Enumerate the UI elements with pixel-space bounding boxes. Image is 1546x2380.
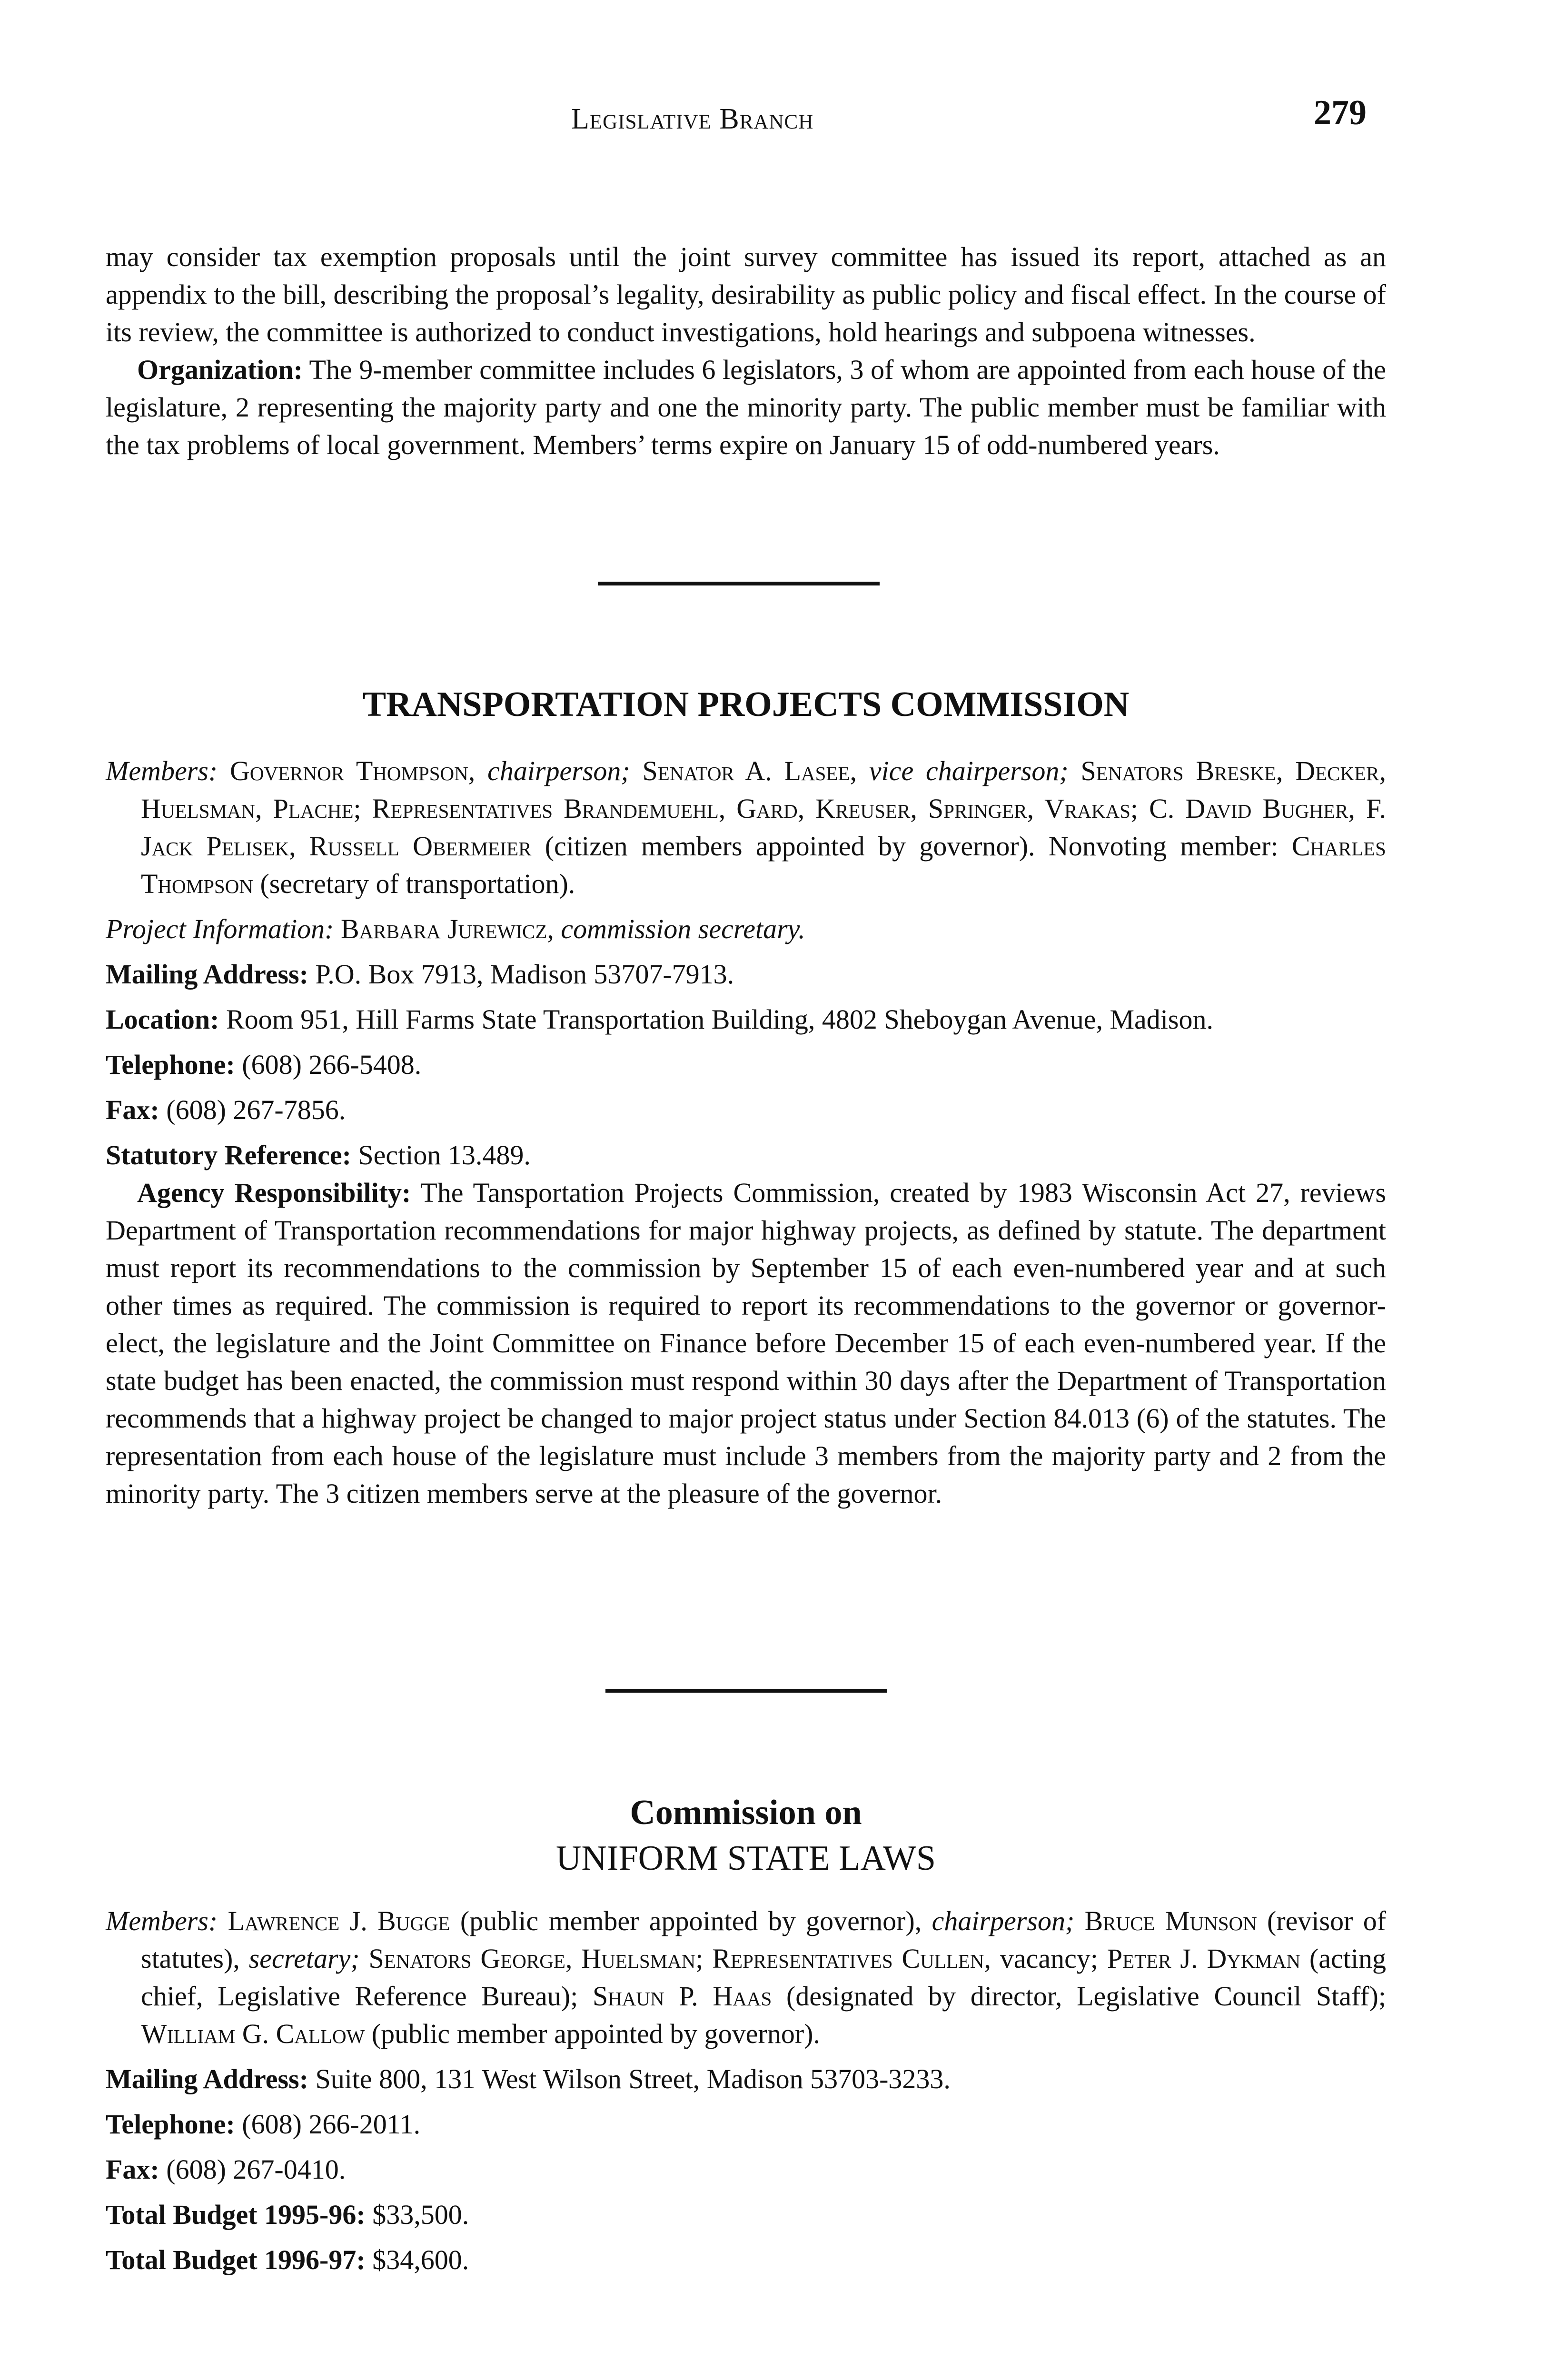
usl-section [106,1902,1386,2286]
tpc-mailing-value: P.O. Box 7913, Madison 53707-7913. [308,959,734,990]
tpc-telephone-label: Telephone: [106,1049,235,1080]
tpc-chair-role: chairperson; [487,755,630,786]
intro-paragraph: may consider tax exemption proposals until the joint survey committee has issued its report, attached as an appendix to the bill, describing the proposal’s legality, desirability as public policy and fiscal effect. In the course of its review, the committee is authorized to conduct investigations, hold hearings and subpoena witnesses. [106,241,1386,347]
usl-members [106,1902,1386,2053]
tpc-telephone [106,1046,1386,1083]
usl-budget-1995 [106,2196,1386,2233]
tpc-citizen-note: (citizen members appointed by governor). Nonvoting member: [531,831,1292,862]
usl-budget2-label: Total Budget 1996-97: [106,2244,366,2275]
intro-section [106,238,1386,464]
tpc-project-name: Barbara Jurewicz, [341,913,554,944]
usl-telephone-label: Telephone: [106,2109,235,2140]
usl-chair-role: chairperson; [932,1905,1075,1936]
tpc-member-names: Senators Breske, Decker, Huelsman, Plache; Representatives Brandemuehl, Gard, Kreuser, Springer, Vrakas; C. David Bugher, F. Jack Pelisek, Russell Obermeier [141,755,1386,862]
tpc-location [106,1001,1386,1038]
tpc-fax [106,1091,1386,1129]
usl-mailing-address [106,2060,1386,2098]
usl-title-line2: UNIFORM STATE LAWS [555,1839,936,1878]
usl-telephone-value: (608) 266-2011. [235,2109,421,2140]
usl-fax [106,2151,1386,2188]
usl-budget2-value: $34,600. [365,2244,469,2275]
tpc-fax-value: (608) 267-7856. [159,1094,346,1125]
tpc-agency-responsibility [106,1174,1386,1512]
usl-secretary-note: (revisor of statutes), [141,1905,1387,1974]
usl-dykman: Peter J. Dykman [1107,1943,1301,1974]
usl-vacancy: vacancy; [991,1943,1107,1974]
organization-text: The 9-member committee includes 6 legislators, 3 of whom are appointed from each house of the legislature, 2 representing the majority party and one the minority party. The public member must be familiar with the tax problems of local government. Members’ terms expire on January 15 of odd-numbered years. [106,354,1386,460]
page-number: 279 [1314,93,1367,132]
usl-chair-name: Lawrence J. Bugge [228,1905,450,1936]
section-divider-1 [598,582,880,585]
tpc-title: TRANSPORTATION PROJECTS COMMISSION [362,685,1130,724]
usl-fax-label: Fax: [106,2154,159,2185]
tpc-governor: Governor Thompson, [229,755,476,786]
tpc-agency-text: The Tansportation Projects Commission, created by 1983 Wisconsin Act 27, reviews Department of Transportation recommendations for major highway projects, as defined by statute. The department must report its recommendations to the commission by September 15 of each even-numbered year and at such other times as required. The commission is required to report its recommendations to the governor or governor-elect, the legislature and the Joint Committee on Finance before December 15 of each even-numbered year. If the state budget has been enacted, the commission must respond within 30 days after the Department of Transportation recommends that a highway project be changed to major project status under Section 84.013 (6) of the statutes. The representation from each house of the legislature must include 3 members from the majority party and 2 from the minority party. The 3 citizen members serve at the pleasure of the governor. [106,1177,1386,1509]
tpc-project-role: commission secretary. [561,913,805,944]
tpc-mailing-label: Mailing Address: [106,959,308,990]
usl-budget1-value: $33,500. [365,2199,469,2230]
tpc-members [106,752,1386,902]
tpc-statutory-label: Statutory Reference: [106,1140,351,1170]
usl-haas: Shaun P. Haas [592,1981,772,2012]
tpc-members-label: Members: [106,755,218,786]
tpc-agency-label: Agency Responsibility: [137,1177,411,1208]
usl-budget1-label: Total Budget 1995-96: [106,2199,366,2230]
tpc-nonvoting-name: Charles Thompson [141,831,1386,899]
tpc-section [106,752,1386,1512]
usl-chair-note: (public member appointed by governor), [450,1905,932,1936]
section-divider-2 [605,1689,887,1693]
usl-secretary-role: secretary; [248,1943,360,1974]
usl-mailing-value: Suite 800, 131 West Wilson Street, Madison 53703-3233. [308,2063,951,2094]
tpc-vice-role: vice chairperson; [869,755,1069,786]
running-title: Legislative Branch [571,103,814,135]
organization-paragraph [106,351,1386,464]
tpc-vice-name: Senator A. Lasee, [642,755,857,786]
organization-label: Organization: [137,354,303,385]
tpc-location-label: Location: [106,1004,219,1035]
usl-title [106,1790,1386,1881]
tpc-mailing-address [106,955,1386,993]
usl-fax-value: (608) 267-0410. [159,2154,346,2185]
tpc-telephone-value: (608) 266-5408. [235,1049,422,1080]
tpc-location-value: Room 951, Hill Farms State Transportation Building, 4802 Sheboygan Avenue, Madison. [219,1004,1213,1035]
usl-callow: William G. Callow [141,2018,365,2049]
usl-telephone [106,2105,1386,2143]
usl-budget-1996 [106,2241,1386,2279]
usl-members-label: Members: [106,1905,218,1936]
tpc-fax-label: Fax: [106,1094,159,1125]
tpc-statutory-reference [106,1136,1386,1174]
tpc-statutory-value: Section 13.489. [351,1140,531,1170]
usl-dykman-note: (acting chief, Legislative Reference Bureau); [141,1943,1386,2012]
usl-other-members: Senators George, Huelsman; Representatives Cullen, [359,1943,991,1974]
usl-callow-note: (public member appointed by governor). [365,2018,820,2049]
tpc-nonvoting-note: (secretary of transportation). [253,868,575,899]
tpc-project-label: Project Information: [106,913,334,944]
usl-secretary-name: Bruce Munson [1074,1905,1257,1936]
usl-mailing-label: Mailing Address: [106,2063,308,2094]
tpc-project-info [106,910,1386,948]
usl-haas-note: (designated by director, Legislative Council Staff); [772,1981,1386,2012]
usl-title-line1: Commission on [630,1793,862,1832]
running-head [0,93,1546,145]
